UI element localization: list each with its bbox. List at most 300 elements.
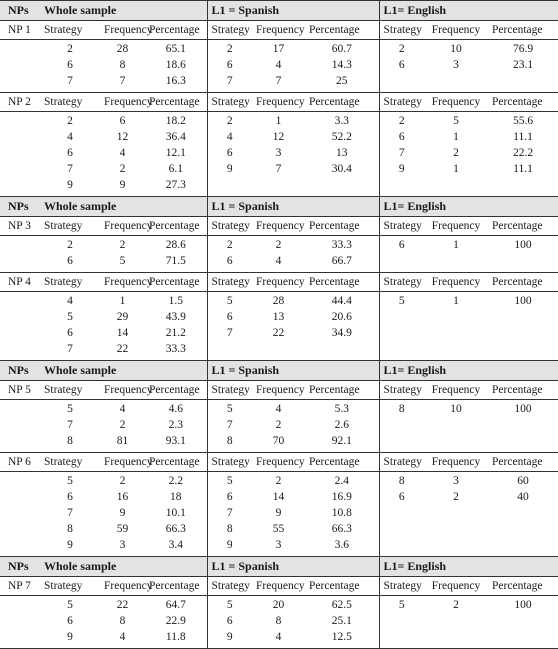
strategy-cell: [379, 628, 424, 649]
percentage-cell: [488, 520, 558, 536]
strategy-cell: 7: [226, 327, 233, 339]
percentage-cell: 100: [514, 403, 532, 415]
strategy-cell: 6: [398, 59, 405, 71]
percentage-cell: 93.1: [145, 432, 207, 453]
np-spacer: [0, 56, 40, 72]
percentage-cell: 60: [517, 475, 529, 487]
frequency-cell: 10: [450, 43, 462, 55]
percentage-cell: [488, 340, 558, 361]
table-row: [0, 72, 558, 93]
frequency-cell: [252, 176, 305, 197]
frequency-header: Frequency: [100, 453, 145, 472]
frequency-cell: 14: [116, 327, 129, 339]
strategy-header: Strategy: [379, 577, 424, 596]
percentage-cell: 4.6: [145, 400, 207, 417]
np-subheader-row: [0, 453, 558, 472]
strategy-cell: [207, 340, 252, 361]
frequency-cell: 4: [119, 147, 126, 159]
percentage-cell: 33.3: [145, 340, 207, 361]
frequency-cell: 28: [272, 295, 285, 307]
percentage-cell: 10.8: [305, 504, 379, 520]
strategy-cell: 2: [67, 43, 73, 55]
np-subheader-row: [0, 21, 558, 40]
frequency-cell: 2: [453, 599, 459, 611]
percentage-cell: 55.6: [512, 115, 534, 127]
strategy-cell: 6: [67, 255, 73, 267]
frequency-cell: 2: [275, 419, 282, 431]
frequency-cell: 3: [453, 475, 459, 487]
np-spacer: [0, 252, 40, 273]
percentage-cell: [488, 416, 558, 432]
np-label: NP 1: [0, 21, 40, 40]
frequency-header: Frequency: [252, 273, 305, 292]
frequency-header: Frequency: [100, 21, 145, 40]
frequency-cell: 22: [116, 343, 129, 355]
percentage-cell: [488, 176, 558, 197]
percentage-cell: [488, 612, 558, 628]
frequency-cell: 3: [275, 539, 282, 551]
strategy-cell: 7: [226, 75, 233, 87]
frequency-cell: 2: [119, 475, 126, 487]
percentage-cell: [305, 176, 379, 197]
frequency-header: Frequency: [424, 217, 488, 236]
strategy-cell: 6: [67, 491, 73, 503]
percentage-header: Percentage: [305, 217, 379, 236]
frequency-header: Frequency: [252, 453, 305, 472]
strategy-cell: 5: [67, 599, 73, 611]
percentage-cell: [488, 504, 558, 520]
strategy-header: Strategy: [379, 453, 424, 472]
table-row: [0, 308, 558, 324]
strategy-header: Strategy: [40, 217, 100, 236]
np-subheader-row: [0, 93, 558, 112]
table-row: [0, 520, 558, 536]
percentage-cell: [488, 308, 558, 324]
np-spacer: [0, 432, 40, 453]
np-spacer: [0, 504, 40, 520]
percentage-header: Percentage: [488, 577, 558, 596]
percentage-header: Percentage: [145, 93, 207, 112]
np-subheader-row: [0, 217, 558, 236]
strategy-cell: [379, 520, 424, 536]
percentage-cell: 76.9: [512, 43, 534, 55]
strategy-cell: 6: [67, 615, 73, 627]
percentage-cell: 25: [305, 72, 379, 93]
frequency-cell: 9: [119, 179, 126, 191]
nps-header: NPs: [0, 361, 40, 381]
percentage-cell: 3.4: [145, 536, 207, 557]
percentage-cell: 11.1: [513, 131, 533, 143]
strategy-header: Strategy: [40, 21, 100, 40]
frequency-cell: 2: [119, 419, 126, 431]
frequency-cell: 3: [119, 539, 126, 551]
frequency-cell: [424, 628, 488, 649]
strategy-cell: 7: [67, 343, 73, 355]
whole-sample-header: Whole sample: [40, 361, 207, 381]
frequency-cell: 2: [453, 491, 459, 503]
percentage-header: Percentage: [488, 21, 558, 40]
strategy-header: Strategy: [207, 577, 252, 596]
np-spacer: [0, 236, 40, 253]
strategy-cell: 6: [226, 147, 233, 159]
strategy-cell: 8: [67, 523, 73, 535]
frequency-header: Frequency: [424, 93, 488, 112]
frequency-header: Frequency: [100, 381, 145, 400]
frequency-cell: 4: [275, 403, 282, 415]
frequency-cell: 5: [119, 255, 126, 267]
frequency-cell: 13: [272, 311, 285, 323]
strategy-cell: 9: [398, 163, 405, 175]
l1-spanish-header: L1 = Spanish: [207, 197, 379, 217]
percentage-header: Percentage: [488, 453, 558, 472]
strategy-header: Strategy: [40, 577, 100, 596]
frequency-cell: 17: [272, 43, 285, 55]
l1-spanish-header: L1 = Spanish: [207, 361, 379, 381]
np-spacer: [0, 536, 40, 557]
frequency-cell: 70: [272, 435, 285, 447]
strategy-cell: [379, 416, 424, 432]
percentage-cell: 92.1: [305, 432, 379, 453]
strategy-header: Strategy: [379, 21, 424, 40]
percentage-cell: 66.3: [145, 520, 207, 536]
frequency-cell: 1: [119, 295, 126, 307]
percentage-header: Percentage: [305, 577, 379, 596]
strategy-cell: 8: [226, 523, 233, 535]
frequency-cell: 1: [453, 163, 459, 175]
np-subheader-row: [0, 381, 558, 400]
section-header-row: [0, 557, 558, 577]
percentage-cell: 100: [514, 295, 532, 307]
percentage-cell: 66.3: [305, 520, 379, 536]
strategy-cell: [379, 340, 424, 361]
strategy-cell: 7: [226, 507, 233, 519]
frequency-cell: [424, 340, 488, 361]
strategy-cell: 5: [67, 311, 73, 323]
np-spacer: [0, 416, 40, 432]
percentage-cell: 2.4: [305, 472, 379, 489]
frequency-cell: 22: [272, 327, 285, 339]
frequency-cell: 7: [119, 75, 126, 87]
percentage-cell: 27.3: [145, 176, 207, 197]
percentage-cell: 10.1: [145, 504, 207, 520]
frequency-header: Frequency: [424, 21, 488, 40]
table-row: [0, 292, 558, 309]
strategy-cell: [379, 252, 424, 273]
strategy-cell: 9: [226, 163, 233, 175]
frequency-cell: 29: [116, 311, 129, 323]
np-spacer: [0, 112, 40, 129]
strategy-cell: [379, 504, 424, 520]
percentage-cell: 71.5: [145, 252, 207, 273]
strategy-cell: 8: [67, 435, 73, 447]
l1-spanish-header: L1 = Spanish: [207, 1, 379, 21]
table-row: [0, 236, 558, 253]
frequency-cell: [424, 504, 488, 520]
np-spacer: [0, 128, 40, 144]
strategy-header: Strategy: [207, 453, 252, 472]
table-row: [0, 472, 558, 489]
strategy-cell: 2: [398, 43, 405, 55]
percentage-header: Percentage: [305, 93, 379, 112]
table-row: [0, 400, 558, 417]
percentage-cell: 52.2: [305, 128, 379, 144]
strategy-cell: 7: [67, 75, 73, 87]
percentage-cell: 25.1: [305, 612, 379, 628]
frequency-header: Frequency: [424, 273, 488, 292]
frequency-header: Frequency: [100, 273, 145, 292]
table-body: [0, 1, 558, 649]
percentage-cell: 100: [514, 599, 532, 611]
np-spacer: [0, 488, 40, 504]
np-spacer: [0, 340, 40, 361]
frequency-cell: 22: [116, 599, 129, 611]
l1-english-header: L1= English: [379, 1, 558, 21]
np-spacer: [0, 308, 40, 324]
table-row: [0, 536, 558, 557]
strategy-cell: 5: [67, 475, 73, 487]
percentage-header: Percentage: [145, 381, 207, 400]
strategy-cell: 2: [398, 115, 405, 127]
percentage-cell: 5.3: [305, 400, 379, 417]
frequency-cell: 14: [272, 491, 285, 503]
percentage-cell: 100: [514, 239, 532, 251]
table-row: [0, 504, 558, 520]
strategy-header: Strategy: [207, 21, 252, 40]
frequency-cell: 4: [275, 59, 282, 71]
frequency-cell: [424, 416, 488, 432]
percentage-cell: 66.7: [305, 252, 379, 273]
strategy-cell: 2: [67, 239, 73, 251]
frequency-cell: 6: [119, 115, 126, 127]
frequency-cell: 7: [275, 163, 282, 175]
frequency-cell: [424, 252, 488, 273]
percentage-header: Percentage: [145, 273, 207, 292]
strategy-cell: 7: [67, 507, 73, 519]
strategy-cell: 5: [226, 475, 233, 487]
percentage-header: Percentage: [488, 381, 558, 400]
strategy-cell: 6: [67, 147, 73, 159]
whole-sample-header: Whole sample: [40, 197, 207, 217]
percentage-header: Percentage: [488, 93, 558, 112]
np-label: NP 3: [0, 217, 40, 236]
strategy-header: Strategy: [379, 93, 424, 112]
percentage-cell: 20.6: [305, 308, 379, 324]
percentage-cell: 2.6: [305, 416, 379, 432]
frequency-cell: [252, 340, 305, 361]
strategy-cell: 2: [226, 115, 233, 127]
strategy-cell: 4: [67, 295, 73, 307]
frequency-cell: [424, 308, 488, 324]
percentage-cell: 1.5: [145, 292, 207, 309]
strategy-cell: 5: [226, 295, 233, 307]
frequency-cell: 8: [119, 59, 126, 71]
frequency-cell: 1: [453, 239, 459, 251]
percentage-cell: [488, 536, 558, 557]
frequency-cell: 4: [275, 255, 282, 267]
table-row: [0, 340, 558, 361]
frequency-header: Frequency: [252, 21, 305, 40]
frequency-cell: 1: [275, 115, 282, 127]
section-header-row: [0, 197, 558, 217]
section-header-row: [0, 361, 558, 381]
l1-english-header: L1= English: [379, 361, 558, 381]
frequency-cell: [424, 72, 488, 93]
frequency-cell: 2: [275, 475, 282, 487]
frequency-cell: 55: [272, 523, 285, 535]
nps-header: NPs: [0, 557, 40, 577]
np-label: NP 4: [0, 273, 40, 292]
table-row: [0, 40, 558, 57]
percentage-cell: 62.5: [305, 596, 379, 613]
frequency-cell: 1: [453, 295, 459, 307]
frequency-header: Frequency: [100, 217, 145, 236]
strategy-header: Strategy: [40, 453, 100, 472]
strategy-cell: 6: [67, 327, 73, 339]
percentage-cell: 34.9: [305, 324, 379, 340]
frequency-header: Frequency: [424, 453, 488, 472]
np-spacer: [0, 160, 40, 176]
np-spacer: [0, 520, 40, 536]
percentage-cell: 64.7: [145, 596, 207, 613]
section-header-row: [0, 1, 558, 21]
frequency-header: Frequency: [424, 381, 488, 400]
whole-sample-header: Whole sample: [40, 557, 207, 577]
strategy-cell: 6: [67, 59, 73, 71]
strategy-header: Strategy: [207, 381, 252, 400]
strategy-cell: 5: [398, 599, 405, 611]
strategy-header: Strategy: [40, 273, 100, 292]
frequency-cell: 81: [116, 435, 129, 447]
strategy-header: Strategy: [207, 93, 252, 112]
percentage-cell: 18.6: [145, 56, 207, 72]
percentage-header: Percentage: [488, 273, 558, 292]
strategy-cell: [379, 612, 424, 628]
strategy-cell: 4: [67, 131, 73, 143]
percentage-cell: 12.1: [145, 144, 207, 160]
np-label: NP 5: [0, 381, 40, 400]
percentage-header: Percentage: [145, 577, 207, 596]
percentage-cell: [488, 324, 558, 340]
percentage-header: Percentage: [145, 453, 207, 472]
percentage-header: Percentage: [145, 217, 207, 236]
np-spacer: [0, 176, 40, 197]
frequency-cell: 16: [116, 491, 129, 503]
strategy-cell: 7: [67, 419, 73, 431]
strategy-cell: 6: [226, 491, 233, 503]
strategy-cell: 6: [398, 239, 405, 251]
percentage-header: Percentage: [145, 21, 207, 40]
strategy-cell: 7: [226, 419, 233, 431]
np-spacer: [0, 628, 40, 649]
frequency-cell: 2: [453, 147, 459, 159]
strategy-cell: 5: [67, 403, 73, 415]
strategy-cell: 6: [226, 311, 233, 323]
table-row: [0, 56, 558, 72]
strategy-cell: 9: [67, 179, 73, 191]
percentage-cell: 18: [145, 488, 207, 504]
percentage-cell: 36.4: [145, 128, 207, 144]
percentage-cell: 13: [305, 144, 379, 160]
percentage-cell: 16.3: [145, 72, 207, 93]
frequency-cell: 7: [275, 75, 282, 87]
frequency-cell: 3: [275, 147, 282, 159]
whole-sample-header: Whole sample: [40, 1, 207, 21]
frequency-cell: 2: [275, 239, 282, 251]
strategy-cell: 5: [398, 295, 405, 307]
np-spacer: [0, 40, 40, 57]
frequency-header: Frequency: [424, 577, 488, 596]
strategy-cell: 6: [398, 131, 405, 143]
np-spacer: [0, 324, 40, 340]
frequency-cell: [424, 520, 488, 536]
strategy-cell: 6: [226, 255, 233, 267]
strategy-cell: [379, 536, 424, 557]
table-row: [0, 176, 558, 197]
frequency-cell: 4: [100, 628, 145, 649]
frequency-header: Frequency: [252, 577, 305, 596]
frequency-cell: 3: [453, 59, 459, 71]
l1-english-header: L1= English: [379, 557, 558, 577]
l1-spanish-header: L1 = Spanish: [207, 557, 379, 577]
strategy-cell: 8: [398, 403, 405, 415]
np-spacer: [0, 144, 40, 160]
percentage-cell: 16.9: [305, 488, 379, 504]
percentage-cell: 11.1: [513, 163, 533, 175]
strategy-header: Strategy: [379, 273, 424, 292]
frequency-header: Frequency: [252, 93, 305, 112]
percentage-cell: [488, 72, 558, 93]
frequency-header: Frequency: [100, 93, 145, 112]
strategy-cell: 8: [398, 475, 405, 487]
np-spacer: [0, 292, 40, 309]
strategy-cell: [207, 176, 252, 197]
frequency-header: Frequency: [252, 217, 305, 236]
percentage-cell: 30.4: [305, 160, 379, 176]
percentage-cell: [305, 340, 379, 361]
table-row: [0, 596, 558, 613]
percentage-cell: 3.3: [305, 112, 379, 129]
table-row: [0, 488, 558, 504]
strategy-cell: 9: [226, 539, 233, 551]
strategy-cell: [379, 176, 424, 197]
percentage-cell: 33.3: [305, 236, 379, 253]
table-row: [0, 252, 558, 273]
np-spacer: [0, 472, 40, 489]
strategy-cell: 2: [67, 115, 73, 127]
np-spacer: [0, 72, 40, 93]
frequency-cell: 2: [119, 163, 126, 175]
strategy-header: Strategy: [207, 273, 252, 292]
percentage-cell: 6.1: [145, 160, 207, 176]
strategy-header: Strategy: [40, 93, 100, 112]
strategy-cell: 2: [226, 43, 233, 55]
strategy-cell: 9: [207, 628, 252, 649]
frequency-cell: 12: [116, 131, 129, 143]
strategy-cell: 6: [226, 59, 233, 71]
strategy-header: Strategy: [379, 381, 424, 400]
np-spacer: [0, 400, 40, 417]
percentage-cell: 23.1: [512, 59, 534, 71]
strategy-cell: 7: [67, 163, 73, 175]
frequency-cell: 5: [453, 115, 459, 127]
table-row: [0, 144, 558, 160]
percentage-header: Percentage: [305, 21, 379, 40]
strategy-cell: 6: [226, 615, 233, 627]
frequency-cell: [424, 612, 488, 628]
frequency-cell: 20: [272, 599, 285, 611]
percentage-cell: 12.5: [305, 628, 379, 649]
l1-english-header: L1= English: [379, 197, 558, 217]
